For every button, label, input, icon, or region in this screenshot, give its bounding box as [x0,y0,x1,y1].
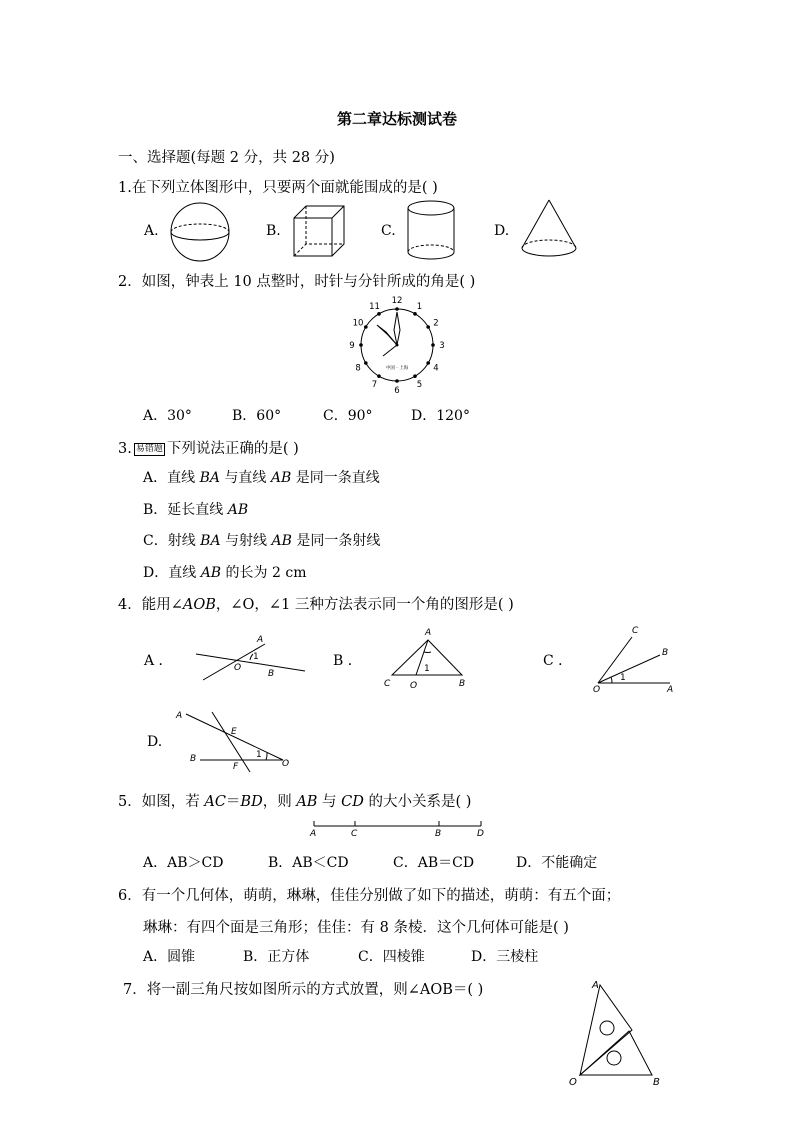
svg-text:A: A [310,829,317,839]
hour-hand [377,325,397,345]
q6-option-b: B．正方体 [243,949,310,965]
q5-option-c: C．AB＝CD [393,855,475,871]
q5-option-d: D．不能确定 [516,855,598,871]
q4-option-d-label: D. [147,734,163,750]
svg-text:A: A [425,628,432,638]
svg-text:C: C [632,626,639,636]
question-6-line-1: 6．有一个几何体，萌萌，琳琳，佳佳分别做了如下的描述，萌萌：有五个面； [118,888,621,904]
section-heading: 一、选择题(每题 2 分，共 28 分) [118,150,335,166]
svg-text:B: B [190,754,197,764]
q4-figure-a [196,644,305,680]
q4-option-a-label: A ． [144,653,173,669]
svg-text:A: A [176,711,183,721]
clock-dot [426,325,430,329]
q5-option-b: B．AB＜CD [268,855,349,871]
clock-number: 3 [439,341,445,351]
clock-brand: 中国 · 上海 [385,366,409,371]
sphere-figure [171,203,229,261]
q1-option-d-label: D. [494,223,510,239]
svg-text:A: A [257,635,264,645]
svg-text:B: B [459,679,466,689]
clock-dot [364,361,368,365]
clock-dot [395,379,399,383]
svg-text:1: 1 [424,664,430,674]
question-5-stem: 5．如图，若 AC＝BD，则 AB 与 CD 的大小关系是( ) [118,794,472,810]
clock-number: 5 [416,379,423,390]
clock-dot [364,325,368,329]
clock-number: 11 [369,302,380,313]
question-3-stem [118,437,299,458]
svg-text:O: O [410,681,418,691]
svg-text:1: 1 [620,673,626,683]
q3-number: 3. [118,441,132,457]
q3-option-d: D．直线 AB 的长为 2 cm [143,565,307,581]
cylinder-figure [408,201,454,259]
clock-dot [359,343,363,347]
svg-text:A: A [592,980,599,991]
clock-number: 4 [433,363,439,374]
q2-option-b: B．60° [232,408,282,424]
q1-option-b-label: B. [266,223,281,239]
q1-option-c-label: C. [381,223,396,239]
q6-option-a: A．圆锥 [143,949,196,965]
clock-number: 6 [394,386,400,396]
svg-text:B: B [662,648,669,658]
q4-figure-c [598,637,670,683]
clock-dot [431,343,435,347]
question-2-stem: 2．如图，钟表上 10 点整时，时针与分针所成的角是( ) [118,274,476,290]
q2-option-d: D．120° [411,408,470,424]
clock-number: 2 [433,318,439,329]
clock-dot [395,307,399,311]
svg-text:1: 1 [253,652,259,662]
question-4-stem: 4．能用∠AOB，∠O，∠1 三种方法表示同一个角的图形是( ) [118,597,514,613]
clock-dot [377,374,381,378]
svg-text:B: B [268,669,275,679]
svg-text:O: O [282,759,290,769]
svg-text:D: D [477,829,484,839]
svg-text:O: O [569,1077,577,1088]
clock-dot [413,374,417,378]
svg-text:1: 1 [256,750,262,760]
svg-text:B: B [435,829,442,839]
clock-dot [426,361,430,365]
q6-option-c: C．四棱锥 [358,949,425,965]
q4-option-c-label: C ． [543,653,573,669]
q4-option-b-label: B ． [333,653,362,669]
q2-option-c: C．90° [323,408,373,424]
q2-option-a: A．30° [143,408,192,424]
svg-text:A: A [667,685,674,695]
error-prone-tag: 易错题 [135,444,163,454]
clock-number: 12 [391,296,403,306]
svg-text:C: C [351,829,358,839]
question-6-line-2: 琳琳：有四个面是三角形；佳佳：有 8 条棱．这个几何体可能是( ) [143,920,569,936]
clock-dot [377,312,381,316]
svg-text:O: O [593,685,601,695]
question-1-stem: 1.在下列立体图形中，只要两个面就能围成的是( ) [118,180,438,196]
q4-figure-b [392,640,462,675]
q6-option-d: D．三棱柱 [471,949,539,965]
svg-text:O: O [234,663,242,673]
clock-number: 9 [349,341,355,351]
clock-number: 1 [416,302,423,313]
q3-option-b: B．延长直线 AB [143,502,249,518]
clock-number: 10 [352,318,364,329]
cube-figure [294,206,344,256]
page-title: 第二章达标测试卷 [336,110,457,128]
q4-figure-d [186,712,283,772]
clock-number: 7 [371,379,378,390]
q3-option-c: C．射线 BA 与射线 AB 是同一条射线 [143,533,381,549]
q3-option-a: A．直线 BA 与直线 AB 是同一条直线 [143,470,380,486]
svg-text:B: B [653,1077,660,1088]
q3-stem-text: 下列说法正确的是( ) [166,441,299,457]
q1-option-a-label: A. [144,223,159,239]
svg-text:C: C [384,679,391,689]
q5-option-a: A．AB＞CD [143,855,224,871]
cone-figure [522,200,576,256]
clock-number: 8 [355,363,361,374]
svg-text:E: E [231,727,237,737]
minute-hand [394,312,400,345]
svg-text:F: F [233,762,239,772]
clock-dot [413,312,417,316]
question-7-stem: 7．将一副三角尺按如图所示的方式放置，则∠AOB＝( ) [123,982,484,998]
